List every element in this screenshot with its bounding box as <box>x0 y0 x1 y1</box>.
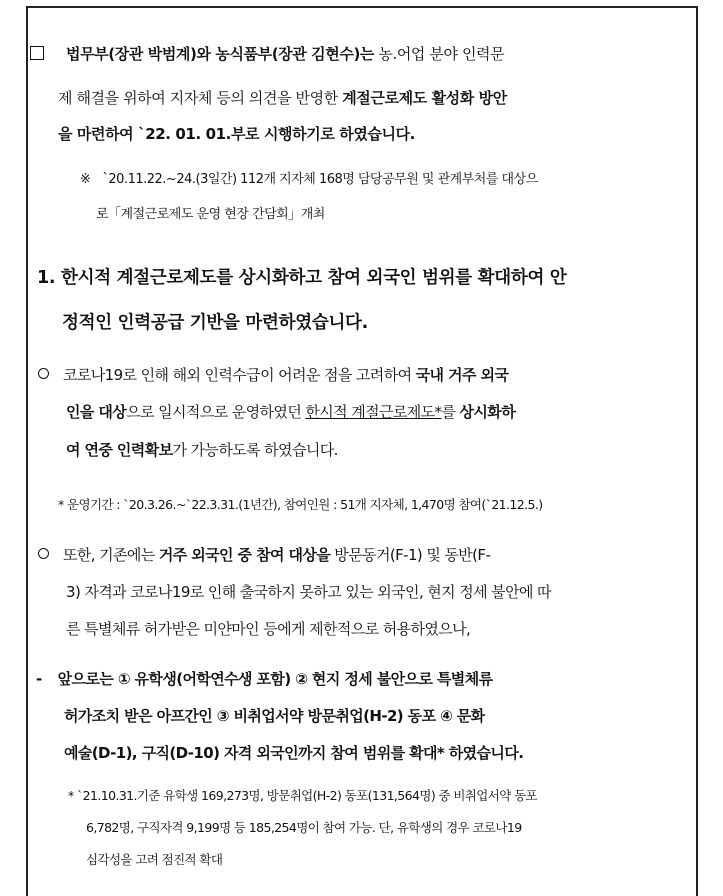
bullet1-emphasis: 인을 대상 <box>66 403 127 421</box>
intro-text: 농.어업 분야 인력문 <box>374 45 505 63</box>
intro-ministries: 법무부(장관 박범계)와 농식품부(장관 김현수)는 <box>66 45 375 63</box>
intro-line-1 <box>30 43 504 64</box>
circle-bullet-icon <box>38 548 49 559</box>
intro-text: 제 해결을 위하여 지자체 등의 의견을 반영한 <box>58 89 343 107</box>
bullet1-underlined: 한시적 계절근로제도* <box>305 403 442 421</box>
bullet1-line-3 <box>66 439 338 460</box>
bullet1-text: 가 가능하도록 하였습니다. <box>172 441 338 459</box>
footnote-2-line-1: * `21.10.31.기준 유학생 169,273명, 방문취업(H-2) 동포(131,564명) 중 비취업서약 동포 <box>68 788 538 803</box>
bullet2-emphasis: 거주 외국인 중 참여 대상을 <box>158 546 331 564</box>
bullet2-line-2: 3) 자격과 코로나19로 인해 출국하지 못하고 있는 외국인, 현지 정세 불안에 따 <box>66 583 551 601</box>
bullet1-emphasis: 상시화하 <box>459 403 516 421</box>
section-heading-line-1: 1. 한시적 계절근로제도를 상시화하고 참여 외국인 범위를 확대하여 안 <box>37 268 567 288</box>
bullet1-emphasis: 국내 거주 외국 <box>415 366 509 384</box>
square-bullet-icon <box>30 46 44 60</box>
bullet1-line-1 <box>38 364 508 385</box>
intro-line-3: 을 마련하여 `22. 01. 01.부로 시행하기로 하였습니다. <box>58 125 415 143</box>
bullet2-text: 또한, 기존에는 <box>63 546 159 564</box>
bullet2-text: 방문동거(F-1) 및 동반(F- <box>330 546 491 564</box>
bullet1-text: 으로 일시적으로 운영하였던 <box>126 403 306 421</box>
intro-emphasis: 계절근로제도 활성화 방안 <box>342 89 507 107</box>
note-line-1 <box>80 168 538 187</box>
bullet1-line-2 <box>66 401 515 422</box>
dash-mark: - <box>36 670 42 688</box>
bullet2-line-3: 른 특별체류 허가받은 미얀마인 등에게 제한적으로 허용하였으나, <box>66 620 471 638</box>
dash-line-1 <box>36 668 492 689</box>
footnote-1: * 운영기간 : `20.3.26.~`22.3.31.(1년간), 참여인원 : 51개 지자체, 1,470명 참여(`21.12.5.) <box>58 497 543 512</box>
section-heading-line-2: 정적인 인력공급 기반을 마련하였습니다. <box>62 313 369 333</box>
bullet1-emphasis: 여 연중 인력확보 <box>66 441 173 459</box>
bullet1-text: 코로나19로 인해 해외 인력수급이 어려운 점을 고려하여 <box>63 366 416 384</box>
footnote-2-line-2: 6,782명, 구직자격 9,199명 등 185,254명이 참여 가능. 단, 유학생의 경우 코로나19 <box>86 820 522 835</box>
intro-line-2 <box>58 87 507 108</box>
note-text: `20.11.22.~24.(3일간) 112개 지자체 168명 담당공무원 및 관계부처를 대상으 <box>102 172 538 187</box>
note-line-2: 로「계절근로제도 운영 현장 간담회」개최 <box>96 207 325 222</box>
bullet2-line-1 <box>38 544 490 565</box>
dash-line-2: 허가조치 받은 아프간인 ③ 비취업서약 방문취업(H-2) 동포 ④ 문화 <box>64 707 485 725</box>
footnote-2-line-3: 심각성을 고려 점진적 확대 <box>86 852 223 867</box>
dash-line-3: 예술(D-1), 구직(D-10) 자격 외국인까지 참여 범위를 확대* 하였습니다. <box>64 744 524 762</box>
circle-bullet-icon <box>38 368 49 379</box>
bullet1-text: 를 <box>441 403 460 421</box>
dash-text: 앞으로는 ① 유학생(어학연수생 포함) ② 현지 정세 불안으로 특별체류 <box>57 670 493 688</box>
reference-mark: ※ <box>80 172 91 187</box>
